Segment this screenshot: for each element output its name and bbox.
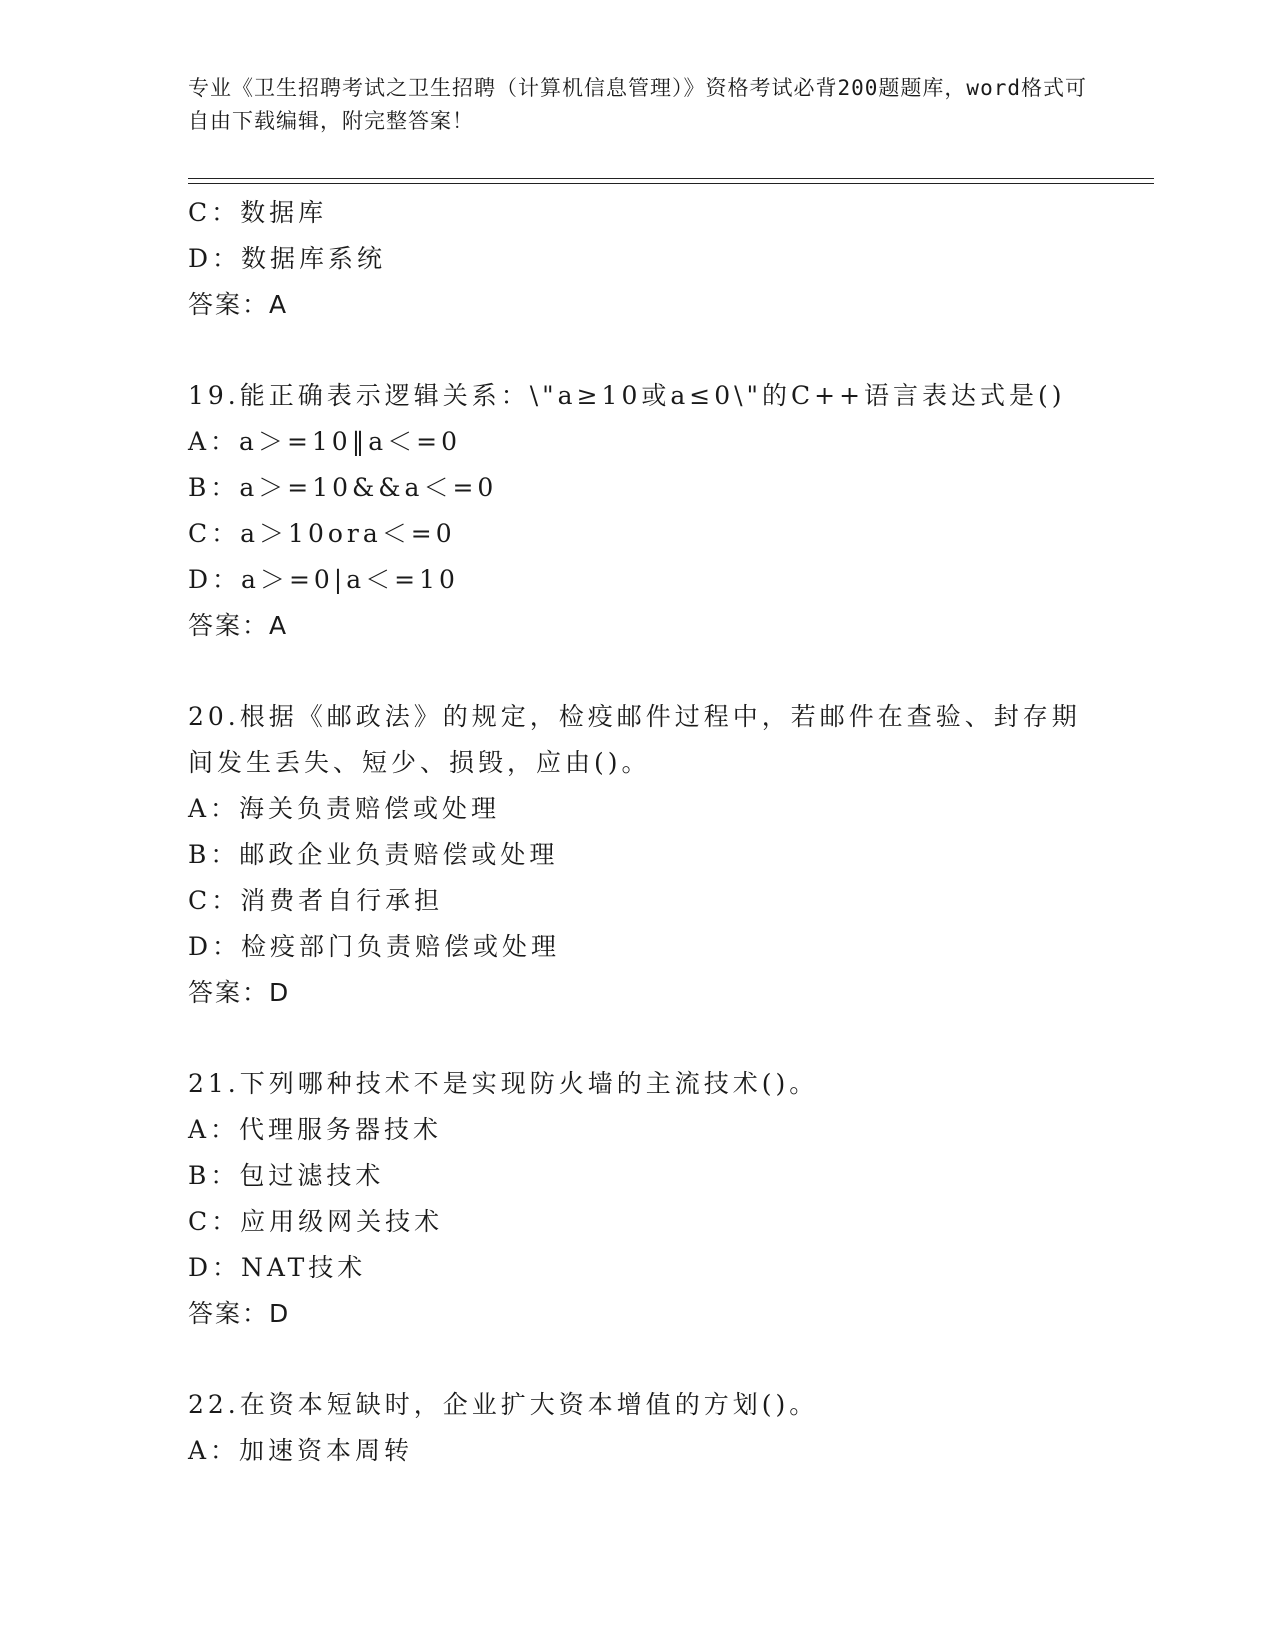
document-header: 专业《卫生招聘考试之卫生招聘（计算机信息管理）》资格考试必背200题题库，word格式可自由下载编辑，附完整答案！ [188, 76, 1087, 133]
answer-line: 答案：D [188, 978, 291, 1007]
option-a: A：海关负责赔偿或处理 [188, 794, 501, 823]
option-d: D：a＞=0|a＜=10 [188, 565, 459, 594]
question-22 [188, 1382, 1088, 1474]
option-a: A：a＞=10‖a＜=0 [188, 427, 461, 456]
option-b: B：a＞=10&&a＜=0 [188, 473, 498, 502]
option-d: D：数据库系统 [188, 244, 387, 273]
answer-line: 答案：A [188, 290, 289, 319]
option-d: D：NAT技术 [188, 1253, 367, 1282]
question-stem: 22.在资本短缺时，企业扩大资本增值的方划()。 [188, 1390, 819, 1419]
answer-line: 答案：D [188, 1299, 291, 1328]
header-divider-top [188, 178, 1154, 179]
option-c: C：a＞10ora＜=0 [188, 519, 456, 548]
option-d: D：检疫部门负责赔偿或处理 [188, 932, 561, 961]
question-list [188, 190, 1088, 1474]
option-a: A：加速资本周转 [188, 1436, 414, 1465]
question-20 [188, 694, 1088, 1016]
option-c: C：数据库 [188, 198, 328, 227]
option-c: C：应用级网关技术 [188, 1207, 444, 1236]
question-stem: 20.根据《邮政法》的规定，检疫邮件过程中，若邮件在查验、封存期间发生丢失、短少、损毁，应由()。 [188, 702, 1081, 777]
question-19 [188, 373, 1088, 649]
option-b: B：邮政企业负责赔偿或处理 [188, 840, 559, 869]
header-divider-bottom [188, 183, 1154, 184]
option-a: A：代理服务器技术 [188, 1115, 443, 1144]
question-stem: 19.能正确表示逻辑关系：\"a≥10或a≤0\"的C++语言表达式是() [188, 381, 1066, 410]
option-b: B：包过滤技术 [188, 1161, 385, 1190]
question-partial [188, 190, 1088, 328]
option-c: C：消费者自行承担 [188, 886, 444, 915]
answer-line: 答案：A [188, 611, 289, 640]
question-stem: 21.下列哪种技术不是实现防火墙的主流技术()。 [188, 1069, 819, 1098]
question-21 [188, 1061, 1088, 1337]
